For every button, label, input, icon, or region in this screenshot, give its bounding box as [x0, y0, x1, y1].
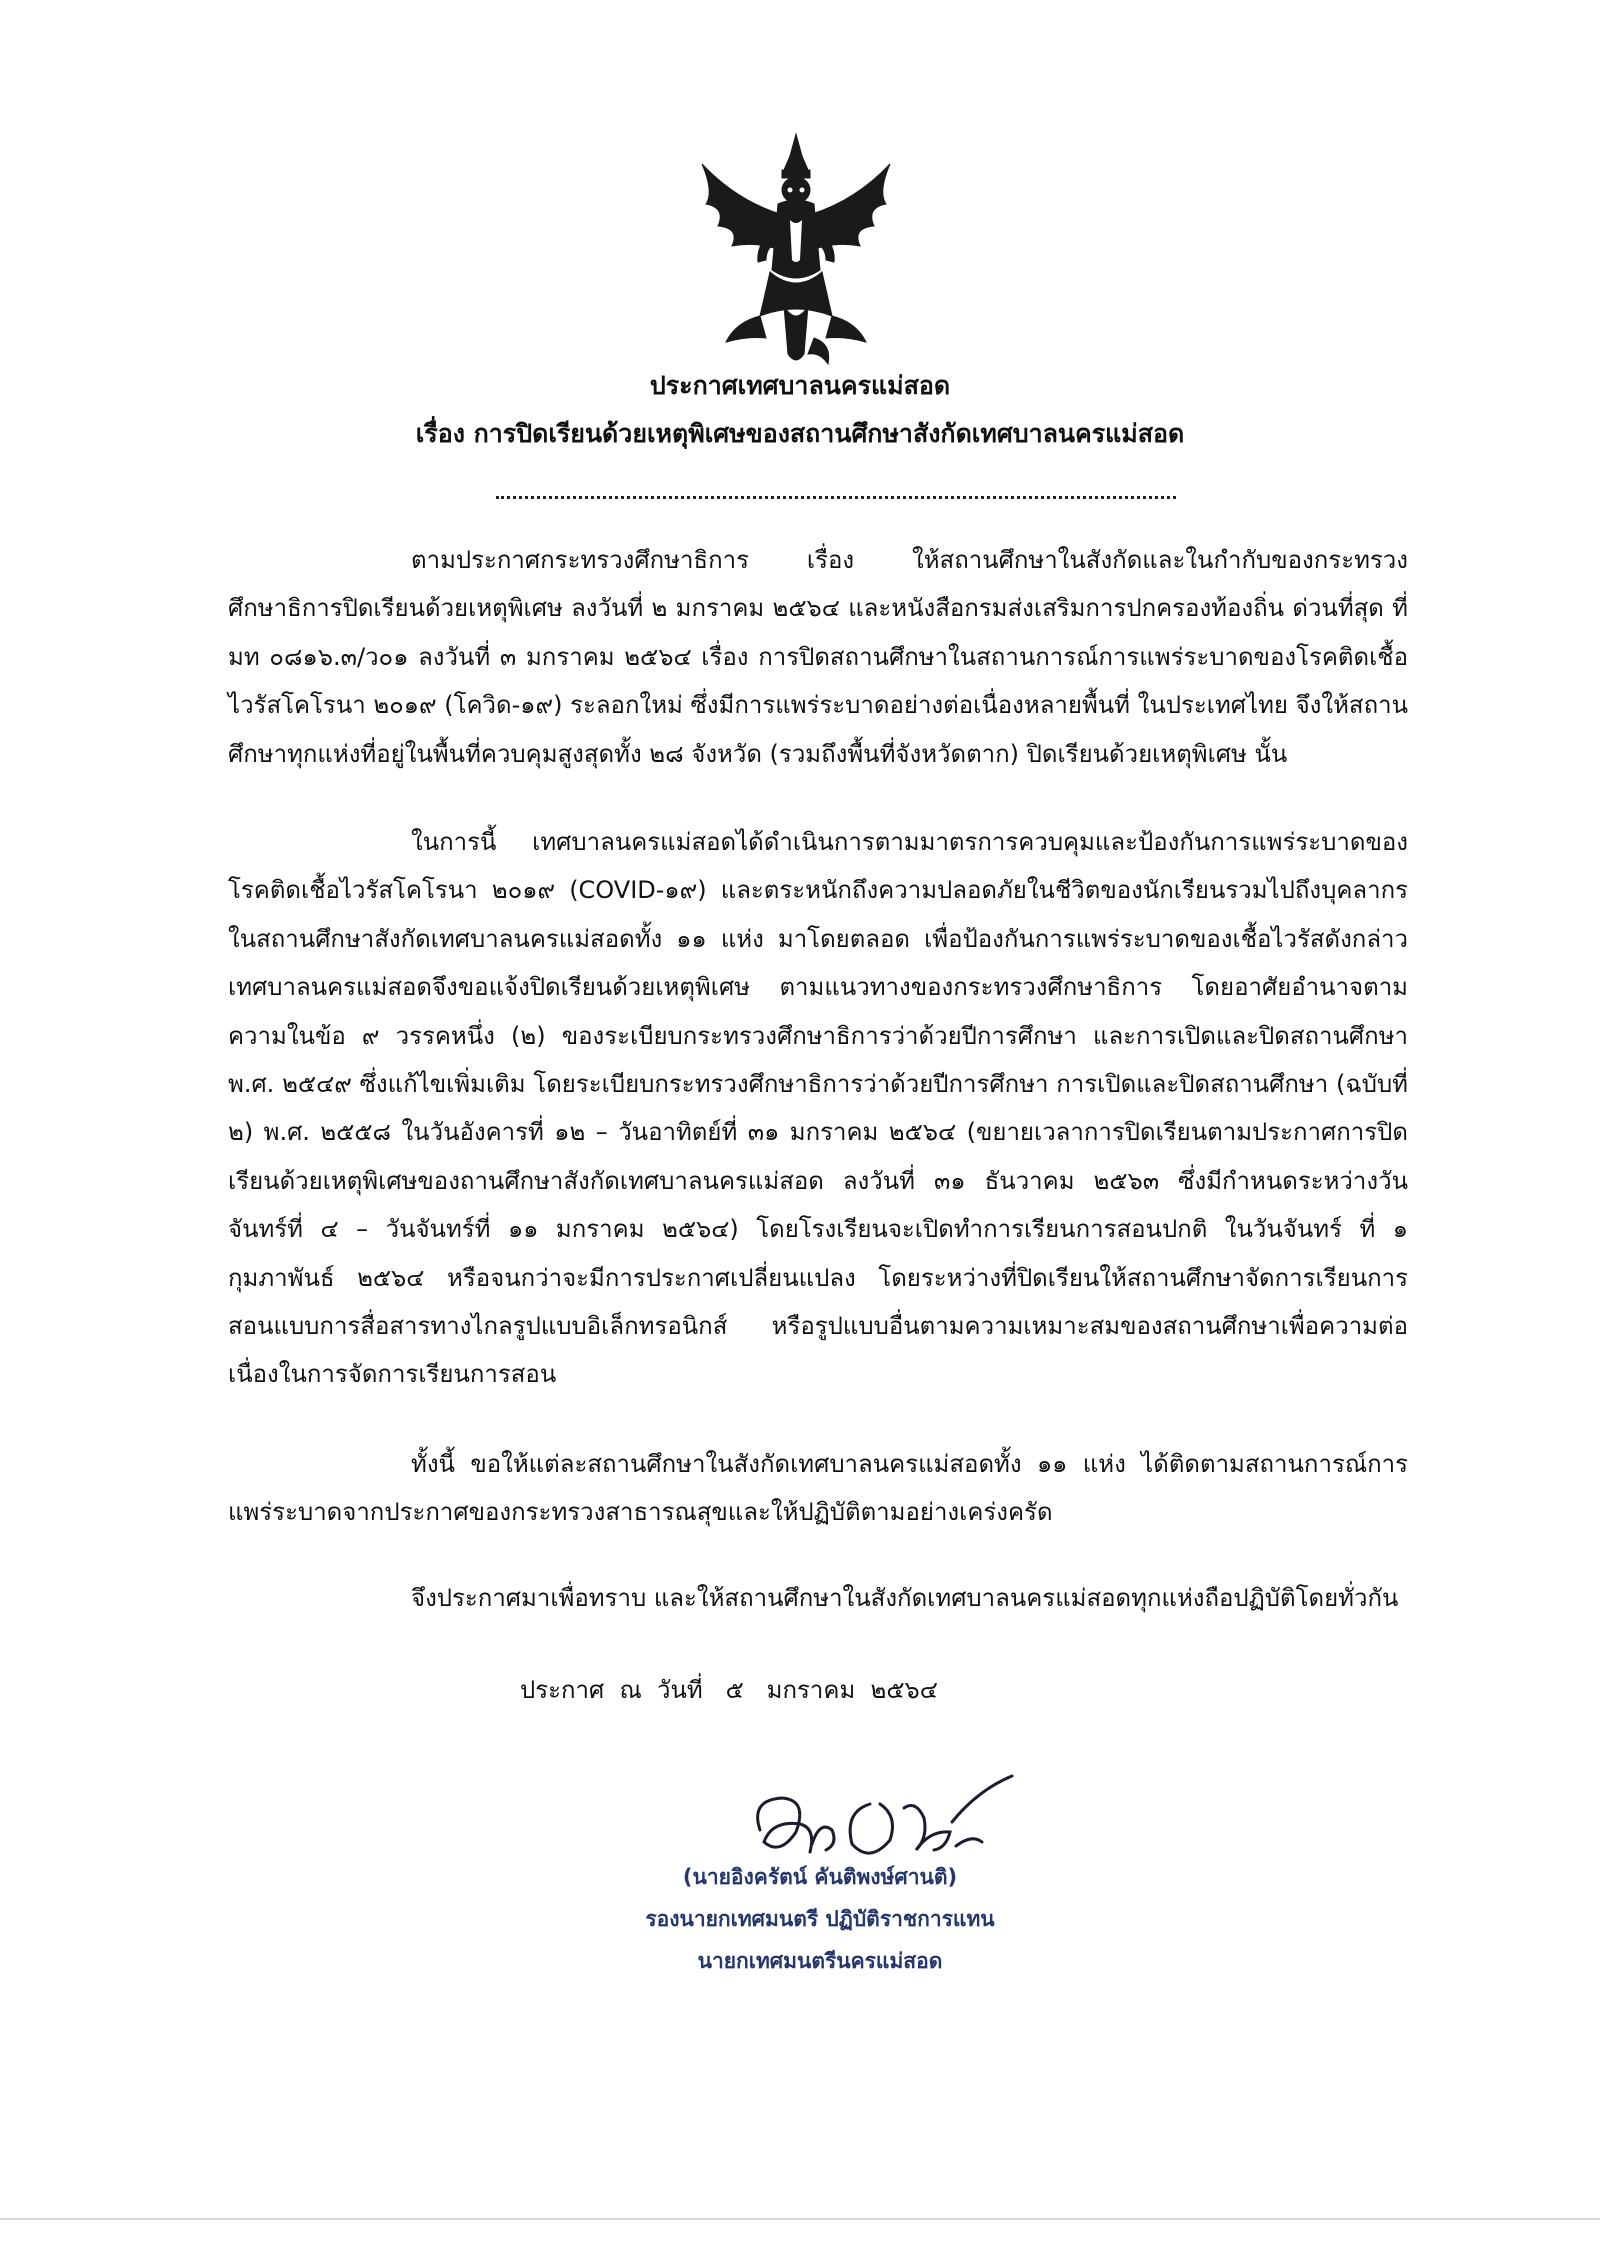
- garuda-emblem-icon: [694, 130, 898, 370]
- body-paragraph-2: ในการนี้ เทศบาลนครแม่สอดได้ดำเนินการตามมาตรการควบคุมและป้องกันการแพร่ระบาดของโรคติดเชื้อไวรัสโคโรนา ๒๐๑๙ (COVID-๑๙) และตระหนักถึงความปลอดภัยในชีวิตของนักเรียนรวมไปถึงบุคลากรในสถานศึกษาสังกัดเทศบาลนครแม่สอดทั้ง ๑๑ แห่ง มาโดยตลอด เพื่อป้องกันการแพร่ระบาดของเชื้อไวรัสดังกล่าว เทศบาลนครแม่สอดจึงขอแจ้งปิดเรียนด้วยเหตุพิเศษ ตามแนวทางของกระทรวงศึกษาธิการ โดยอาศัยอำนาจตามความในข้อ ๙ วรรคหนึ่ง (๒) ของระเบียบกระทรวงศึกษาธิการว่าด้วยปีการศึกษา และการเปิดและปิดสถานศึกษา พ.ศ. ๒๕๔๙ ซึ่งแก้ไขเพิ่มเติม โดยระเบียบกระทรวงศึกษาธิการว่าด้วยปีการศึกษา การเปิดและปิดสถานศึกษา (ฉบับที่ ๒) พ.ศ. ๒๕๕๘ ในวันอังคารที่ ๑๒ – วันอาทิตย์ที่ ๓๑ มกราคม ๒๕๖๔ (ขยายเวลาการปิดเรียนตามประกาศการปิดเรียนด้วยเหตุพิเศษของถานศึกษาสังกัดเทศบาลนครแม่สอด ลงวันที่ ๓๑ ธันวาคม ๒๕๖๓ ซึ่งมีกำหนดระหว่างวันจันทร์ที่ ๔ – วันจันทร์ที่ ๑๑ มกราคม ๒๕๖๔) โดยโรงเรียนจะเปิดทำการเรียนการสอนปกติ ในวันจันทร์ ที่ ๑ กุมภาพันธ์ ๒๕๖๔ หรือจนกว่าจะมีการประกาศเปลี่ยนแปลง โดยระหว่างที่ปิดเรียนให้สถานศึกษาจัดการเรียนการสอนแบบการสื่อสารทางไกลรูปแบบอิเล็กทรอนิกส์ หรือรูปแบบอื่นตามความเหมาะสมของสถานศึกษาเพื่อความต่อเนื่องในการจัดการเรียนการสอน: [228, 828, 1408, 1389]
- body-paragraph-3: ทั้งนี้ ขอให้แต่ละสถานศึกษาในสังกัดเทศบาลนครแม่สอดทั้ง ๑๑ แห่ง ได้ติดตามสถานการณ์การแพร่ระบาดจากประกาศของกระทรวงสาธารณสุขและให้ปฏิบัติตามอย่างเคร่งครัด: [228, 1450, 1408, 1527]
- scan-edge-line: [0, 2218, 1600, 2220]
- body-paragraph-4: จึงประกาศมาเพื่อทราบ และให้สถานศึกษาในสังกัดเทศบาลนครแม่สอดทุกแห่งถือปฏิบัติโดยทั่วกัน: [411, 1584, 1399, 1612]
- body-paragraph-1: ตามประกาศกระทรวงศึกษาธิการ เรื่อง ให้สถานศึกษาในสังกัดและในกำกับของกระทรวงศึกษาธิการปิดเรียนด้วยเหตุพิเศษ ลงวันที่ ๒ มกราคม ๒๕๖๔ และหนังสือกรมส่งเสริมการปกครองท้องถิ่น ด่วนที่สุด ที่ มท ๐๘๑๖.๓/ว๐๑ ลงวันที่ ๓ มกราคม ๒๕๖๔ เรื่อง การปิดสถานศึกษาในสถานการณ์การแพร่ระบาดของโรคติดเชื้อไวรัสโคโรนา ๒๐๑๙ (โควิด-๑๙) ระลอกใหม่ ซึ่งมีการแพร่ระบาดอย่างต่อเนื่องหลายพื้นที่ ในประเทศไทย จึงให้สถานศึกษาทุกแห่งที่อยู่ในพื้นที่ควบคุมสูงสุดทั้ง ๒๘ จังหวัด (รวมถึงพื้นที่จังหวัดตาก) ปิดเรียนด้วยเหตุพิเศษ นั้น: [228, 546, 1408, 768]
- signer-name: (นายอิงครัตน์ คันติพงษ์ศานติ): [682, 1865, 958, 1889]
- signer-position-2: นายกเทศมนตรีนครแม่สอด: [697, 1949, 943, 1973]
- announcement-date: ประกาศ ณ วันที่ ๕ มกราคม ๒๕๖๔: [520, 1676, 938, 1704]
- announcement-title: ประกาศเทศบาลนครแม่สอด: [649, 371, 951, 400]
- signer-position-1: รองนายกเทศมนตรี ปฏิบัติราชการแทน: [645, 1907, 995, 1931]
- dotted-divider: [496, 496, 1176, 499]
- announcement-subject: เรื่อง การปิดเรียนด้วยเหตุพิเศษของสถานศึกษาสังกัดเทศบาลนครแม่สอด: [415, 419, 1185, 448]
